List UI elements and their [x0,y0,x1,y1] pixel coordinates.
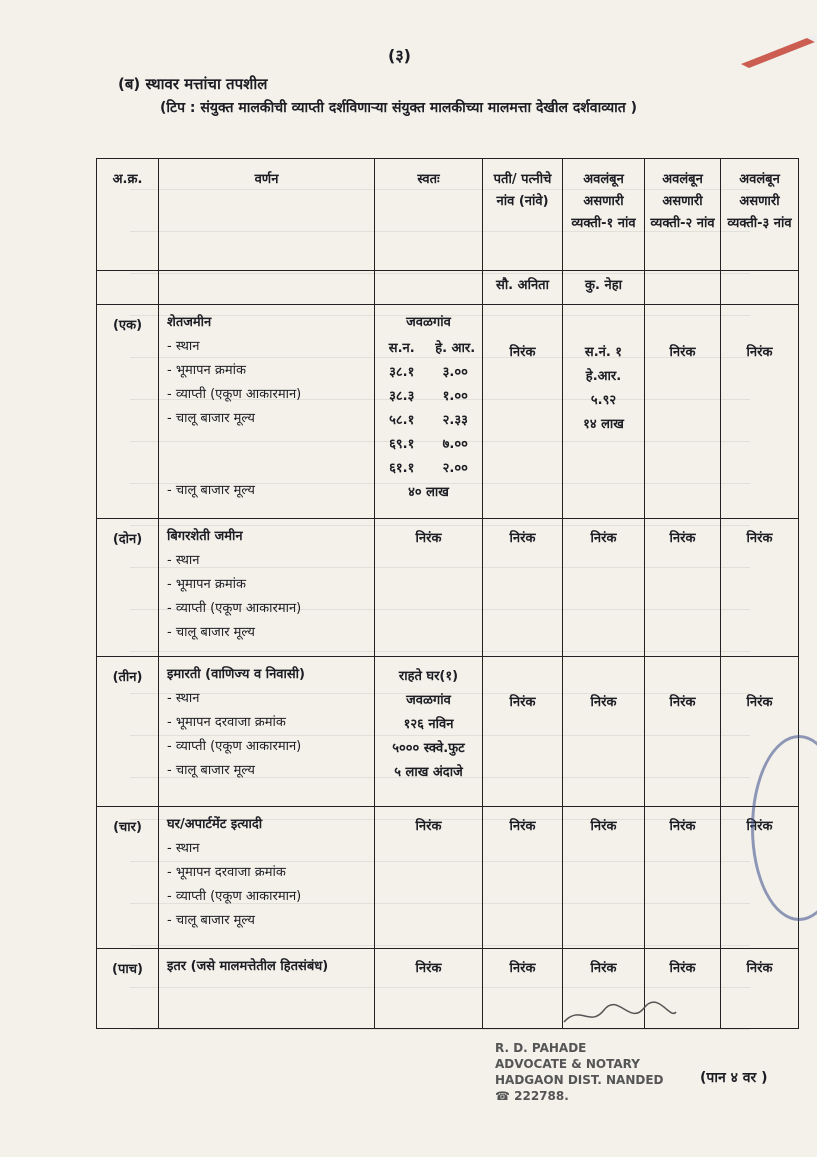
signature [560,1000,680,1030]
land-ha: १.०० [442,389,468,404]
dep1-cell: निरंक [563,949,645,1029]
land-col-head: हे. आर. [435,341,476,356]
pen-icon [737,30,817,70]
table-row [97,305,799,519]
self-line: ५००० स्क्वे.फुट [392,741,465,756]
section-note: (टिप : संयुक्त मालकीची व्याप्ती दर्शविणाऱ्या संयुक्त मालकीच्या मालमत्ता देखील दर्शवाव्यात ) [160,100,638,116]
land-ha: २.०० [442,461,468,476]
dep1-cell: निरंक [563,657,645,807]
row-title: शेतजमीन [167,315,212,330]
self-cell [375,657,483,807]
names-row [97,271,799,305]
row-desc [159,657,375,807]
land-sn: ६९.१ [389,437,415,452]
table-header-row [97,159,799,271]
spouse-cell: निरंक [483,519,563,657]
row-item: - स्थान [167,339,200,354]
header-dep3: अवलंबून असणारी व्यक्ती-३ नांव [721,159,799,271]
notary-name: R. D. PAHADE [495,1041,587,1055]
notary-block [495,1040,664,1104]
row-item: - भूमापन दरवाजा क्रमांक [167,715,286,730]
self-line: जवळगांव [406,693,451,708]
row-desc [159,305,375,519]
page-number: (३) [388,46,411,65]
dep1-line: स.नं. १ [584,345,623,360]
row-item: - स्थान [167,691,200,706]
land-sn: ३८.१ [389,365,415,380]
row-item: - चालू बाजार मूल्य [167,625,255,640]
row-sr: (पाच) [97,949,159,1029]
notary-address: HADGAON DIST. NANDED [495,1073,664,1087]
dep3-cell: निरंक [721,519,799,657]
spouse-cell: निरंक [483,657,563,807]
dep1-line: १४ लाख [583,417,624,432]
row-item: - चालू बाजार मूल्य [167,913,255,928]
continued-note: (पान ४ वर ) [700,1070,768,1086]
dep1-cell: निरंक [563,519,645,657]
self-cell: निरंक [375,519,483,657]
land-col-head: स.न. [388,341,415,356]
row-item: - चालू बाजार मूल्य [167,411,255,426]
row-sr: (तीन) [97,657,159,807]
dep1-line: ५.९२ [590,393,617,408]
self-cell: निरंक [375,807,483,949]
dep3-cell: निरंक [721,807,799,949]
dep1-cell [563,305,645,519]
dep2-cell: निरंक [645,519,721,657]
assets-table [96,158,799,1029]
row-title: बिगरशेती जमीन [167,529,243,544]
table-row [97,519,799,657]
header-spouse: पती/ पत्नीचे नांव (नांवे) [483,159,563,271]
dep1-line: हे.आर. [585,369,622,384]
self-line: ५ लाख अंदाजे [394,765,463,780]
row-item: - व्याप्ती (एकूण आकारमान) [167,601,302,616]
spouse-cell: निरंक [483,305,563,519]
row-desc [159,949,375,1029]
row-item: - व्याप्ती (एकूण आकारमान) [167,889,302,904]
self-cell [375,305,483,519]
dep2-cell: निरंक [645,305,721,519]
land-grid [375,337,482,481]
table-row [97,949,799,1029]
row-desc [159,807,375,949]
dep3-cell: निरंक [721,305,799,519]
dep3-cell: निरंक [721,657,799,807]
land-sn: ५८.१ [389,413,415,428]
table-row [97,807,799,949]
land-ha: ७.०० [442,437,468,452]
land-sn: ३८.३ [389,389,415,404]
row-sr: (चार) [97,807,159,949]
land-ha: ३.०० [442,365,468,380]
header-desc: वर्णन [159,159,375,271]
dep1-name: कु. नेहा [563,271,645,305]
row-item: - चालू बाजार मूल्य [167,483,255,498]
row-sr: (एक) [97,305,159,519]
spouse-name: सौ. अनिता [483,271,563,305]
spouse-cell: निरंक [483,949,563,1029]
land-value: ४० लाख [408,485,449,500]
self-line: राहते घर(१) [398,669,459,684]
row-item: - व्याप्ती (एकूण आकारमान) [167,739,302,754]
row-item: - भूमापन क्रमांक [167,363,246,378]
row-item: - चालू बाजार मूल्य [167,763,255,778]
land-ha: २.३३ [442,413,468,428]
header-self: स्वतः [375,159,483,271]
dep3-cell: निरंक [721,949,799,1029]
notary-title: ADVOCATE & NOTARY [495,1057,640,1071]
row-item: - भूमापन क्रमांक [167,577,246,592]
row-title: घर/अपार्टमेंट इत्यादी [167,817,263,832]
self-cell: निरंक [375,949,483,1029]
row-item: - स्थान [167,553,200,568]
land-place: जवळगांव [406,315,451,330]
dep2-cell: निरंक [645,949,721,1029]
header-dep1: अवलंबून असणारी व्यक्ती-१ नांव [563,159,645,271]
notary-phone: ☎ 222788. [495,1089,569,1103]
row-item: - स्थान [167,841,200,856]
section-heading: (ब) स्थावर मत्तांचा तपशील [118,75,268,93]
header-dep2: अवलंबून असणारी व्यक्ती-२ नांव [645,159,721,271]
spouse-cell: निरंक [483,807,563,949]
table-row [97,657,799,807]
dep1-cell: निरंक [563,807,645,949]
row-title: इमारती (वाणिज्य व निवासी) [167,667,305,682]
dep2-cell: निरंक [645,807,721,949]
row-title: इतर (जसे मालमत्तेतील हितसंबंध) [167,959,329,974]
self-line: १२६ नविन [403,717,454,732]
row-sr: (दोन) [97,519,159,657]
row-desc [159,519,375,657]
row-item: - भूमापन दरवाजा क्रमांक [167,865,286,880]
header-sr: अ.क्र. [97,159,159,271]
dep2-cell: निरंक [645,657,721,807]
land-sn: ६१.१ [389,461,415,476]
row-item: - व्याप्ती (एकूण आकारमान) [167,387,302,402]
